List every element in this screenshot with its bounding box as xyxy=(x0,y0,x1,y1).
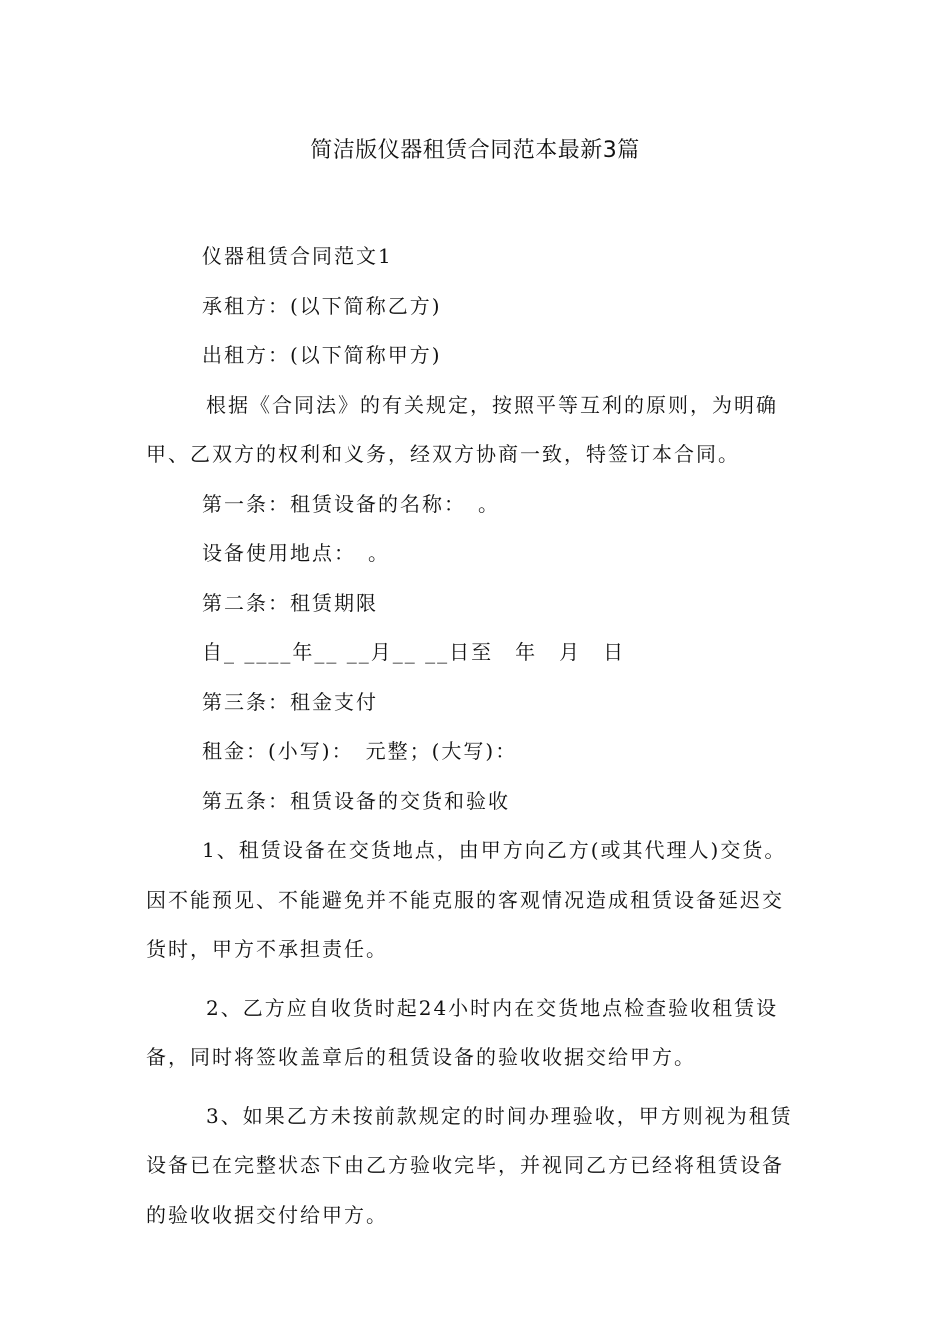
clause-3-line-2: 设备已在完整状态下由乙方验收完毕，并视同乙方已经将租赁设备 xyxy=(146,1153,784,1177)
clause-1-line-1: 1、租赁设备在交货地点，由甲方向乙方(或其代理人)交货。 xyxy=(202,838,787,862)
document-title: 简洁版仪器租赁合同范本最新3篇 xyxy=(310,138,640,163)
lessee-line: 承租方：(以下简称乙方) xyxy=(202,293,442,318)
clause-2-line-1: 2、乙方应自收货时起24小时内在交货地点检查验收租赁设 xyxy=(206,995,779,1020)
section-heading: 仪器租赁合同范文1 xyxy=(202,244,393,268)
article-5-line: 第五条：租赁设备的交货和验收 xyxy=(202,788,510,813)
lessor-line: 出租方：(以下简称甲方) xyxy=(202,343,442,367)
clause-1-line-2: 因不能预见、不能避免并不能克服的客观情况造成租赁设备延迟交 xyxy=(146,887,784,912)
clause-2-line-2: 备，同时将签收盖章后的租赁设备的验收收据交给甲方。 xyxy=(146,1045,696,1069)
clause-3-line-3: 的验收收据交付给甲方。 xyxy=(146,1202,388,1227)
rent-line: 租金：(小写)： 元整；(大写)： xyxy=(202,739,518,763)
article-1-line: 第一条：租赁设备的名称： 。 xyxy=(202,491,500,516)
document-body xyxy=(146,232,810,1240)
preamble-line-1: 根据《合同法》的有关规定，按照平等互利的原则，为明确 xyxy=(206,392,778,417)
usage-location-line: 设备使用地点： 。 xyxy=(202,541,390,565)
clause-1-line-3: 货时，甲方不承担责任。 xyxy=(146,937,388,961)
lease-period-line: 自_ ____年__ __月__ __日至 年 月 日 xyxy=(202,640,626,664)
preamble-line-2: 甲、乙双方的权利和义务，经双方协商一致，特签订本合同。 xyxy=(146,442,740,466)
article-2-line: 第二条：租赁期限 xyxy=(202,590,378,615)
clause-3-line-1: 3、如果乙方未按前款规定的时间办理验收，甲方则视为租赁 xyxy=(206,1103,793,1128)
article-3-line: 第三条：租金支付 xyxy=(202,689,378,714)
